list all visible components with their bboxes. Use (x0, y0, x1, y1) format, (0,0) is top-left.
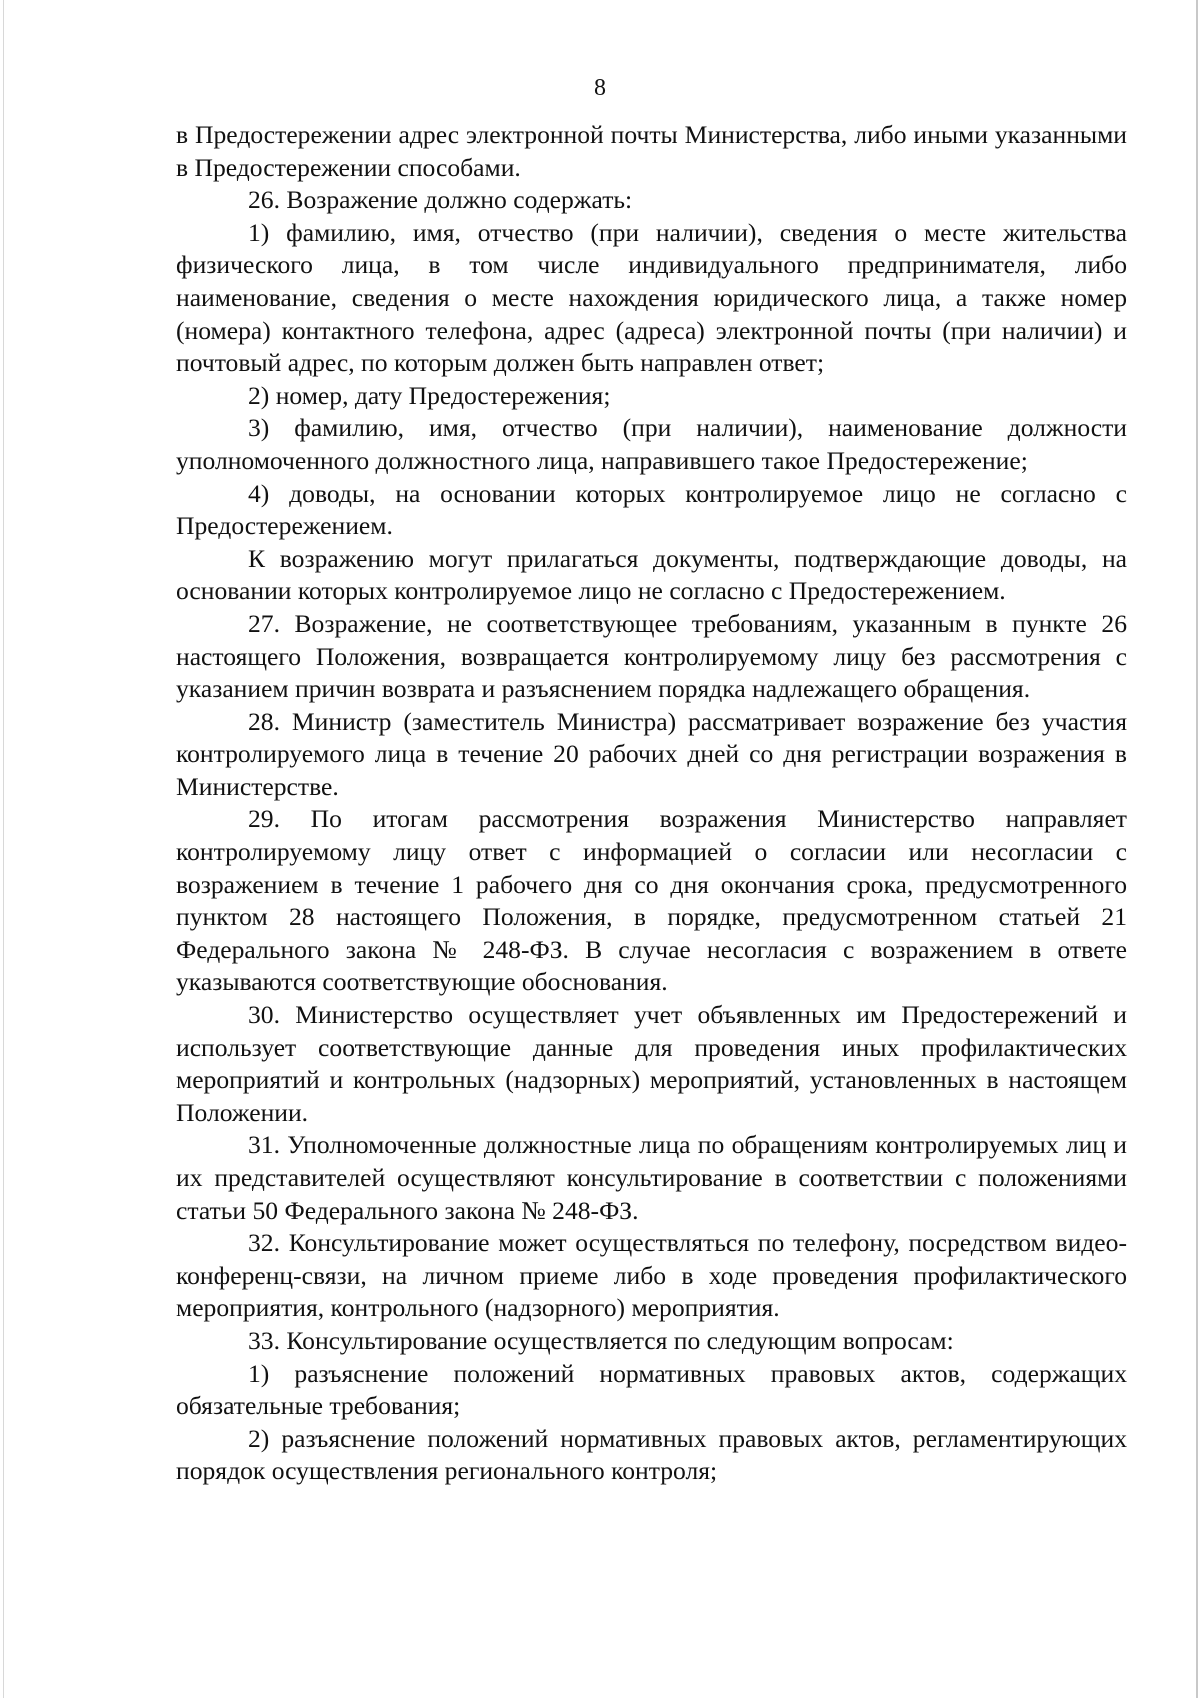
paragraph-6: 4) доводы, на основании которых контролируемое лицо не согласно с Предостережением. (176, 478, 1127, 541)
paragraph-14: 33. Консультирование осуществляется по следующим вопросам: (248, 1325, 954, 1355)
paragraph-11: 30. Министерство осуществляет учет объявленных им Предостережений и использует соответствующие данные для проведения иных профилактических мероприятий и контрольных (надзорных) мероприятий, установленных в настоящем Положении. (176, 1000, 1127, 1127)
document-body (176, 119, 1127, 1488)
page-edge-left (3, 0, 4, 1698)
page-number: 8 (594, 75, 606, 101)
paragraph-9: 28. Министр (заместитель Министра) рассматривает возражение без участия контролируемого лица в течение 20 рабочих дней со дня регистрации возражения в Министерстве. (176, 706, 1127, 801)
paragraph-13: 32. Консультирование может осуществляться по телефону, посредством видео-конференц-связи, на личном приеме либо в ходе проведения профилактического мероприятия, контрольного (надзорного) мероприятия. (176, 1228, 1127, 1323)
paragraph-1: в Предостережении адрес электронной почты Министерства, либо иными указанными в Предостережении способами. (176, 120, 1127, 182)
paragraph-2: 26. Возражение должно содержать: (248, 185, 633, 215)
paragraph-16: 2) разъяснение положений нормативных правовых актов, регламентирующих порядок осуществления регионального контроля; (176, 1423, 1127, 1486)
paragraph-7: К возражению могут прилагаться документы, подтверждающие доводы, на основании которых контролируемое лицо не согласно с Предостережением. (176, 543, 1127, 606)
paragraph-10: 29. По итогам рассмотрения возражения Министерство направляет контролируемому лицу ответ с информацией о согласии или несогласии с возражением в течение 1 рабочего дня со дня окончания срока, предусмотренного пунктом 28 настоящего Положения, в порядке, предусмотренном статьей 21 Федерального закона № 248-ФЗ. В случае несогласия с возражением в ответе указываются соответствующие обоснования. (176, 804, 1127, 997)
paragraph-12: 31. Уполномоченные должностные лица по обращениям контролируемых лиц и их представителей осуществляют консультирование в соответствии с положениями статьи 50 Федерального закона № 248-ФЗ. (176, 1130, 1127, 1225)
paragraph-3: 1) фамилию, имя, отчество (при наличии), сведения о месте жительства физического лица, в том числе индивидуального предпринимателя, либо наименование, сведения о месте нахождения юридического лица, а также номер (номера) контактного телефона, адрес (адреса) электронной почты (при наличии) и почтовый адрес, по которым должен быть направлен ответ; (176, 217, 1127, 378)
paragraph-4: 2) номер, дату Предостережения; (248, 380, 611, 410)
paragraph-15: 1) разъяснение положений нормативных правовых актов, содержащих обязательные требования; (176, 1358, 1127, 1421)
paragraph-5: 3) фамилию, имя, отчество (при наличии), наименование должности уполномоченного должностного лица, направившего такое Предостережение; (176, 413, 1127, 475)
page-edge-right (1196, 0, 1198, 1698)
paragraph-8: 27. Возражение, не соответствующее требованиям, указанным в пункте 26 настоящего Положения, возвращается контролируемому лицу без рассмотрения с указанием причин возврата и разъяснением порядка надлежащего обращения. (176, 608, 1127, 704)
